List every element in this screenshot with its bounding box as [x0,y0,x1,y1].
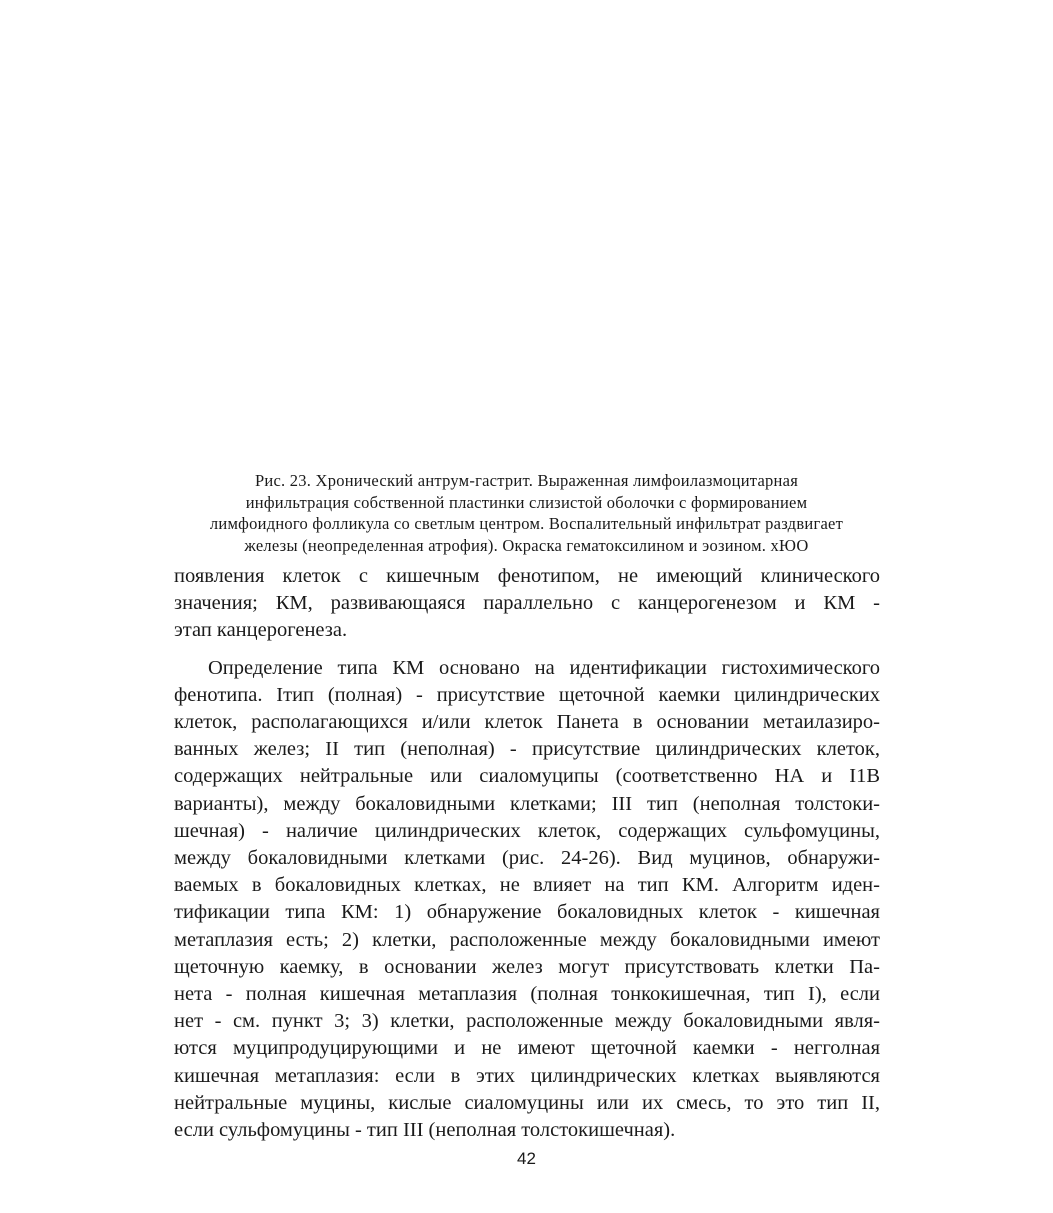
text-line: тификации типа КМ: 1) обнаружение бокаловидных клеток - кишечная [174,901,880,924]
paragraph-gap [174,645,880,655]
caption-line: Рис. 23. Хронический антрум-гастрит. Выраженная лимфоилазмоцитарная [254,471,799,490]
text-line: ванных желез; II тип (неполная) - присутствие цилиндрических клеток, [174,738,880,761]
caption-line: лимфоидного фолликула со светлым центром. Воспалительный инфильтрат раздвигает [209,514,844,533]
text-line: ваемых в бокаловидных клетках, не влияет на тип КМ. Алгоритм иден- [174,874,880,897]
text-line: если сульфомуцины - тип III (неполная толстокишечная). [174,1119,676,1142]
text-line: содержащих нейтральные или сиаломуципы (соответственно НА и I1В [174,765,880,788]
text-line: между бокаловидными клетками (рис. 24-26). Вид муцинов, обнаружи- [174,847,880,870]
figure-image-area [174,20,880,460]
paragraph-km-type-definition [174,655,880,1145]
caption-line: инфильтрация собственной пластинки слизистой оболочки с формированием [245,492,808,512]
text-line: кишечная метаплазия: если в этих цилиндрических клетках выявляются [174,1064,880,1087]
text-line: нет - см. пункт 3; 3) клетки, расположенные между бокаловидными явля- [174,1010,880,1033]
text-line: появления клеток с кишечным фенотипом, не имеющий клинического [174,565,880,587]
text-line: клеток, располагающихся и/или клеток Панета в основании метаилазиро- [174,711,880,734]
text-line: варианты), между бокаловидными клетками; III тип (неполная толстоки- [174,792,880,815]
text-line: значения; КМ, развивающаяся параллельно с канцерогенезом и КМ - [174,592,880,615]
text-line: Определение типа КМ основано на идентификации гистохимического [208,656,880,679]
text-line: шечная) - наличие цилиндрических клеток, содержащих сульфомуцины, [174,819,880,842]
text-line: щеточную каемку, в основании желез могут присутствовать клетки Па- [174,955,880,978]
text-line: нета - полная кишечная метаплазия (полная тонкокишечная, тип I), если [174,983,880,1006]
text-line: нейтральные муцины, кислые сиаломуцины или их смесь, то это тип II, [174,1091,880,1114]
caption-line: железы (неопределенная атрофия). Окраска гематоксилином и эозином. хЮО [244,535,809,555]
text-line: этап канцерогенеза. [174,619,348,642]
text-line: ются муципродуцирующими и не имеют щеточной каемки - негголная [174,1037,880,1060]
page-number: 42 [517,1149,536,1168]
figure-caption [160,470,893,556]
body-text [174,563,880,1144]
text-line: метаплазия есть; 2) клетки, расположенные между бокаловидными имеют [174,928,880,951]
text-line: фенотипа. Iтип (полная) - присутствие щеточной каемки цилиндрических [174,683,880,706]
paragraph-continuation [174,563,880,645]
